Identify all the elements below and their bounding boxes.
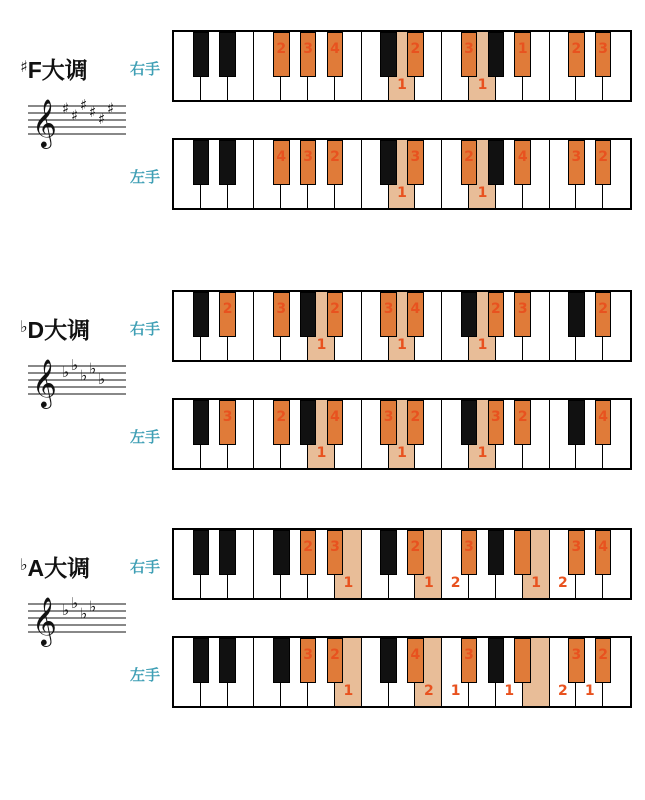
fingering-number: 3: [571, 538, 582, 555]
fingering-number: 3: [517, 300, 528, 317]
fingering-number: 4: [598, 408, 609, 425]
key-accidental-symbol: ♯: [20, 57, 28, 76]
black-key[interactable]: [219, 638, 236, 683]
fingering-number: 3: [303, 148, 313, 165]
black-key[interactable]: [380, 530, 397, 575]
fingering-number: 2: [410, 40, 421, 57]
fingering-number: 4: [410, 646, 421, 663]
fingering-number: 2: [222, 300, 233, 317]
svg-text:♭: ♭: [62, 601, 70, 619]
fingering-number: 4: [598, 538, 609, 555]
keyboard-left-hand: [172, 398, 632, 470]
fingering-number: 2: [571, 40, 582, 57]
keyboard-right-hand: [172, 290, 632, 362]
black-key[interactable]: [380, 638, 397, 683]
fingering-number: 3: [383, 408, 394, 425]
fingering-number: 1: [584, 683, 595, 699]
svg-text:♭: ♭: [89, 597, 97, 616]
svg-text:♯: ♯: [107, 99, 115, 118]
black-key[interactable]: [488, 32, 505, 77]
svg-text:𝄞: 𝄞: [32, 596, 57, 645]
fingering-number: 3: [491, 408, 501, 425]
fingering-number: 1: [343, 575, 354, 591]
fingering-number: 2: [598, 646, 609, 663]
svg-text:𝄞: 𝄞: [32, 358, 57, 407]
fingering-number: 4: [276, 148, 287, 165]
fingering-number: 3: [410, 148, 421, 165]
svg-text:♭: ♭: [98, 370, 106, 388]
key-accidental-symbol: ♭: [20, 317, 28, 336]
fingering-number: 2: [330, 300, 340, 317]
left-hand-label: 左手: [130, 428, 161, 446]
black-key[interactable]: [193, 292, 210, 337]
fingering-number: 1: [504, 683, 515, 699]
fingering-number: 2: [276, 40, 287, 57]
svg-text:♭: ♭: [62, 363, 70, 381]
fingering-number: 3: [464, 40, 474, 57]
key-signature-staff: [22, 352, 132, 410]
black-key[interactable]: [461, 292, 478, 337]
fingering-number: 2: [303, 538, 313, 555]
fingering-number: 2: [598, 148, 609, 165]
key-signature-staff: [22, 590, 132, 648]
fingering-number: 4: [517, 148, 528, 165]
fingering-number: 2: [330, 148, 340, 165]
black-key[interactable]: [380, 140, 397, 185]
black-key[interactable]: [300, 400, 317, 445]
fingering-number: 1: [517, 40, 528, 57]
fingering-number: 3: [383, 300, 394, 317]
fingering-number: 2: [410, 408, 421, 425]
black-key[interactable]: [193, 400, 210, 445]
fingering-number: 2: [491, 300, 501, 317]
fingering-number: 3: [464, 646, 474, 663]
fingering-number: 4: [410, 300, 421, 317]
black-key[interactable]: [568, 400, 585, 445]
svg-text:♯: ♯: [89, 103, 97, 121]
fingering-number: 3: [303, 40, 313, 57]
black-key[interactable]: [193, 32, 210, 77]
black-key[interactable]: [193, 638, 210, 683]
fingering-number: 2: [464, 148, 474, 165]
svg-text:♯: ♯: [80, 96, 88, 114]
black-key[interactable]: [488, 530, 505, 575]
fingering-number: 3: [598, 40, 609, 57]
fingering-number: 2: [410, 538, 421, 555]
black-key[interactable]: [514, 638, 531, 683]
black-key[interactable]: [219, 530, 236, 575]
fingering-number: 1: [316, 445, 327, 461]
fingering-number: 3: [571, 646, 582, 663]
black-key[interactable]: [488, 140, 505, 185]
fingering-number: 3: [464, 538, 474, 555]
keyboard-right-hand: [172, 528, 632, 600]
black-key[interactable]: [219, 140, 236, 185]
fingering-number: 1: [477, 185, 488, 201]
fingering-number: 1: [316, 337, 327, 353]
black-key[interactable]: [488, 638, 505, 683]
left-hand-label: 左手: [130, 168, 161, 186]
key-title: ♭A大调: [20, 555, 91, 581]
svg-text:♯: ♯: [98, 110, 106, 128]
fingering-number: 1: [531, 575, 541, 591]
svg-text:𝄞: 𝄞: [32, 98, 57, 147]
fingering-number: 2: [558, 575, 568, 591]
black-key[interactable]: [380, 32, 397, 77]
black-key[interactable]: [568, 292, 585, 337]
fingering-number: 2: [517, 408, 528, 425]
fingering-number: 4: [330, 408, 340, 425]
key-accidental-symbol: ♭: [20, 555, 28, 574]
black-key[interactable]: [193, 530, 210, 575]
fingering-number: 2: [598, 300, 609, 317]
fingering-number: 1: [397, 445, 407, 461]
right-hand-label: 右手: [130, 60, 161, 78]
fingering-number: 1: [423, 575, 434, 591]
fingering-number: 1: [450, 683, 461, 699]
svg-text:♭: ♭: [71, 356, 79, 374]
svg-text:♯: ♯: [62, 99, 70, 118]
svg-text:♭: ♭: [80, 366, 88, 385]
keyboard-left-hand: [172, 138, 632, 210]
svg-text:♭: ♭: [71, 594, 79, 612]
fingering-number: 3: [330, 538, 340, 555]
keyboard-left-hand: [172, 636, 632, 708]
fingering-number: 1: [397, 185, 407, 201]
fingering-number: 2: [330, 646, 340, 663]
black-key[interactable]: [219, 32, 236, 77]
black-key[interactable]: [300, 292, 317, 337]
black-key[interactable]: [461, 400, 478, 445]
fingering-number: 3: [276, 300, 287, 317]
fingering-number: 2: [423, 683, 434, 699]
key-title: ♯F大调: [20, 57, 88, 83]
right-hand-label: 右手: [130, 320, 161, 338]
fingering-number: 3: [571, 148, 582, 165]
svg-text:♭: ♭: [89, 359, 97, 378]
svg-text:♭: ♭: [80, 604, 88, 623]
fingering-number: 1: [343, 683, 354, 699]
svg-text:♯: ♯: [71, 106, 79, 125]
fingering-number: 1: [477, 337, 488, 353]
fingering-number: 2: [450, 575, 461, 591]
black-key[interactable]: [193, 140, 210, 185]
fingering-number: 2: [276, 408, 287, 425]
key-title: ♭D大调: [20, 317, 91, 343]
fingering-number: 1: [477, 445, 488, 461]
right-hand-label: 右手: [130, 558, 161, 576]
fingering-number: 3: [222, 408, 233, 425]
black-key[interactable]: [273, 530, 290, 575]
fingering-number: 3: [303, 646, 313, 663]
fingering-number: 4: [330, 40, 340, 57]
keyboard-right-hand: [172, 30, 632, 102]
left-hand-label: 左手: [130, 666, 161, 684]
black-key[interactable]: [273, 638, 290, 683]
fingering-number: 1: [397, 337, 407, 353]
black-key[interactable]: [514, 530, 531, 575]
fingering-number: 2: [558, 683, 568, 699]
fingering-number: 1: [397, 77, 407, 93]
key-signature-staff: [22, 92, 132, 150]
fingering-number: 1: [477, 77, 488, 93]
